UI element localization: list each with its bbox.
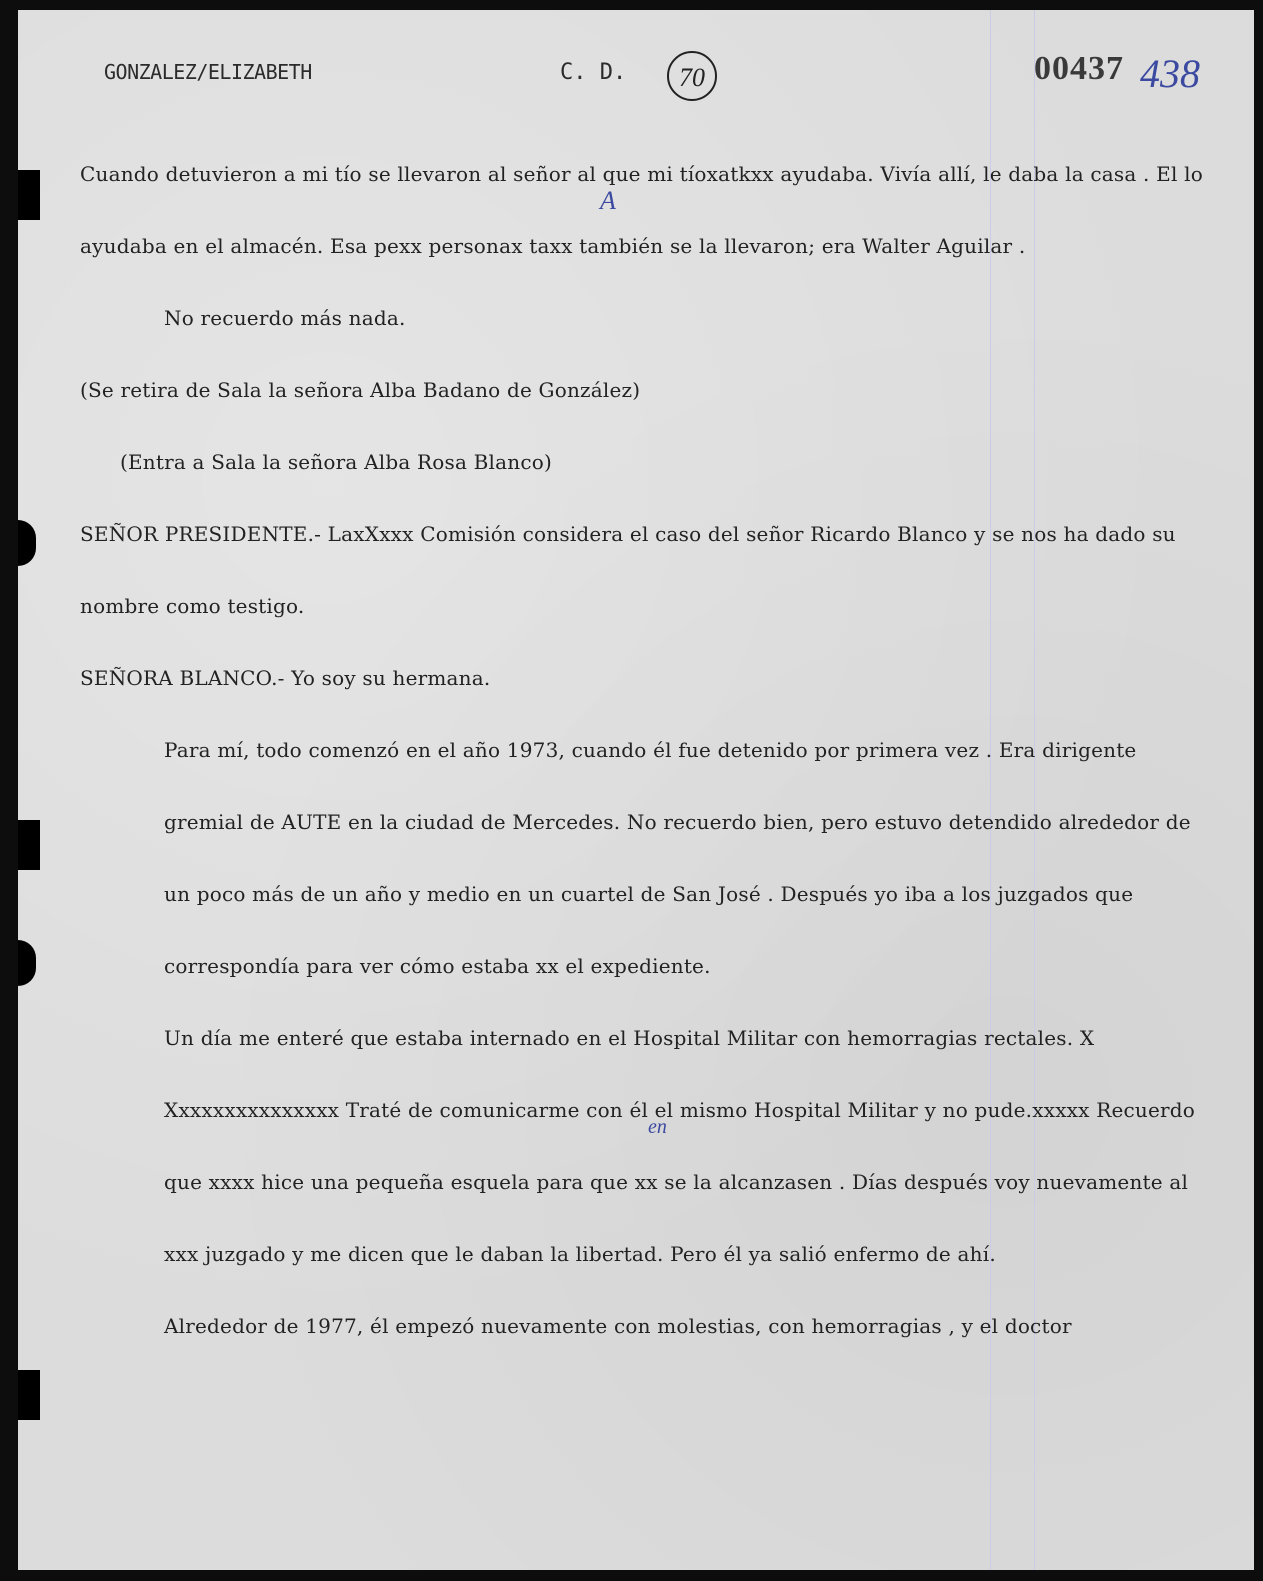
header-code: C. D.	[560, 60, 627, 85]
handwritten-page-number: 438	[1140, 51, 1200, 96]
paragraph: Alrededor de 1977, él empezó nuevamente con molestias, con hemorragias , y el doctor	[164, 1314, 1072, 1338]
binding-tape	[18, 1370, 40, 1420]
stage-direction: (Se retira de Sala la señora Alba Badano de González)	[80, 378, 641, 402]
paragraph: SEÑOR PRESIDENTE.- LaxXxxx Comisión considera el caso del señor Ricardo Blanco y se nos ha dado su nombre como testigo.	[80, 522, 1176, 618]
paragraph: SEÑORA BLANCO.- Yo soy su hermana.	[80, 666, 491, 690]
handwritten-annotation: A	[600, 186, 616, 215]
paragraph: No recuerdo más nada.	[164, 306, 406, 330]
binding-tape	[18, 170, 40, 220]
transcript-body	[80, 138, 1215, 1362]
circled-number-stamp	[664, 44, 720, 104]
document-number: 00437	[1034, 50, 1124, 87]
handwritten-annotation: en	[648, 1116, 667, 1138]
header-name: GONZALEZ/ELIZABETH	[104, 60, 312, 84]
paragraph: Un día me enteré que estaba internado en el Hospital Militar con hemorragias rectales. X Xxxxxxxxxxxxxxx Traté de comunicarme con él el mismo Hospital Militar y no pude.xxxxx Recuerdo que xxxx hice una pequeña esquela para que xx se la alcanzasen . Días después voy nuevamente al xxx juzgado y me dicen que le daban la libertad. Pero él ya salió enfermo de ahí.	[164, 1026, 1196, 1266]
circled-number-text: 70	[679, 63, 705, 92]
page-header	[104, 50, 1224, 116]
binding-tape	[18, 820, 40, 870]
paragraph: Cuando detuvieron a mi tío se llevaron al señor al que mi tíoxatkxx ayudaba. Vivía allí, le daba la casa . El lo ayudaba en el almacén. Esa pexx personax taxx también se la llevaron; era Walter Aguilar .	[80, 162, 1203, 258]
paragraph: Para mí, todo comenzó en el año 1973, cuando él fue detenido por primera vez . Era dirigente gremial de AUTE en la ciudad de Mercedes. No recuerdo bien, pero estuvo detendido alrededor de un poco más de un año y medio en un cuartel de San José . Después yo iba a los juzgados que correspondía para ver cómo estaba xx el expediente.	[164, 738, 1191, 978]
stage-direction: (Entra a Sala la señora Alba Rosa Blanco)	[120, 450, 552, 474]
